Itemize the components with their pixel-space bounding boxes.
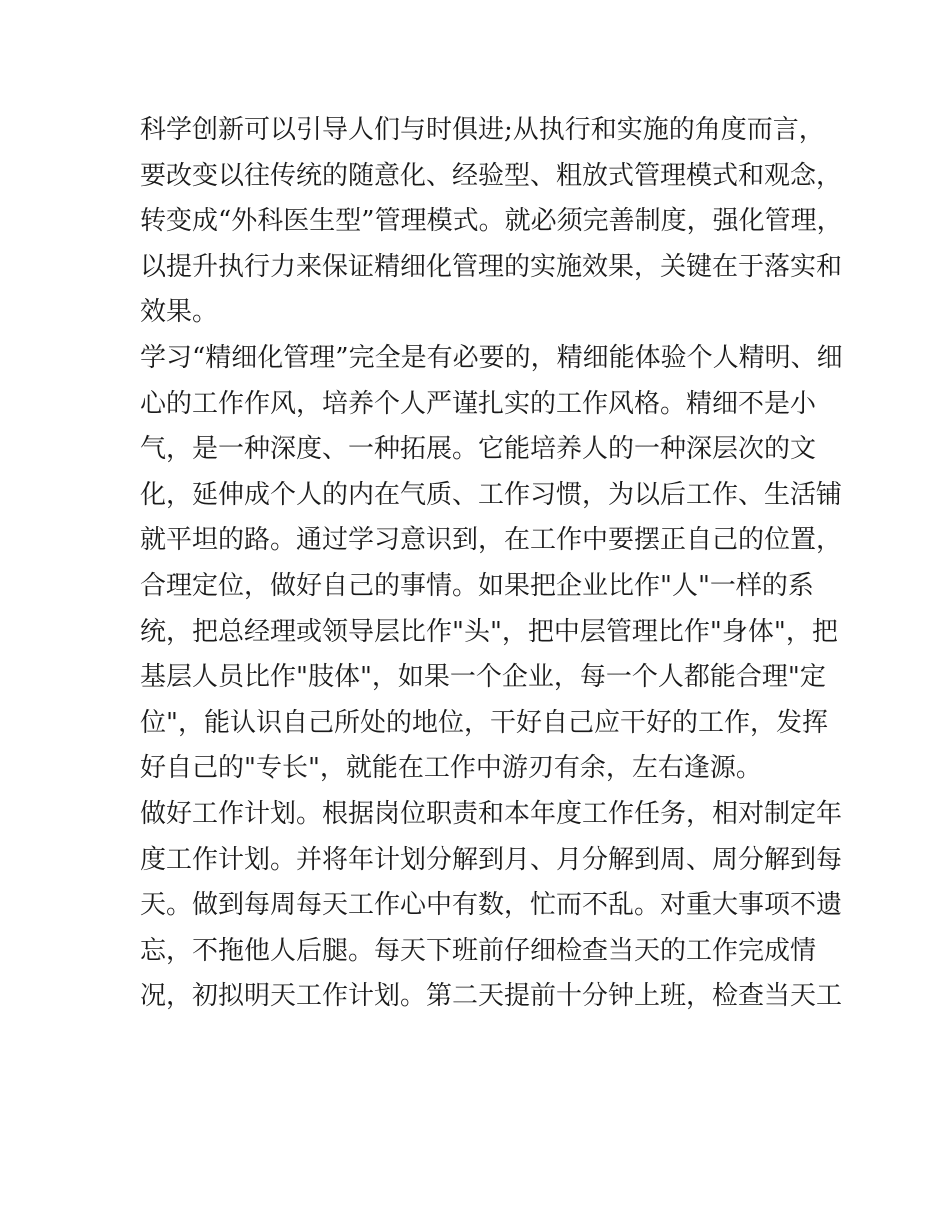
text-line: 转变成“外科医生型”管理模式。就必须完善制度，强化管理， bbox=[140, 206, 843, 237]
text-line: 合理定位，做好自己的事情。如果把企业比作"人"一样的系 bbox=[140, 570, 814, 601]
text-line: 好自己的"专长"，就能在工作中游刃有余，左右逢源。 bbox=[140, 753, 762, 784]
text-line: 效果。 bbox=[140, 297, 219, 328]
text-line: 以提升执行力来保证精细化管理的实施效果，关键在于落实和 bbox=[140, 251, 843, 282]
text-line: 位"，能认识自己所处的地位，干好自己应干好的工作，发挥 bbox=[140, 707, 828, 738]
text-line: 学习“精细化管理”完全是有必要的，精细能体验个人精明、细 bbox=[140, 342, 843, 373]
text-line: 况，初拟明天工作计划。第二天提前十分钟上班，检查当天工 bbox=[140, 981, 843, 1012]
text-line: 做好工作计划。根据岗位职责和本年度工作任务，相对制定年 bbox=[140, 798, 843, 829]
text-line: 天。做到每周每天工作心中有数，忙而不乱。对重大事项不遗 bbox=[140, 890, 843, 921]
text-line: 统，把总经理或领导层比作"头"，把中层管理比作"身体"，把 bbox=[140, 616, 838, 647]
text-line: 度工作计划。并将年计划分解到月、月分解到周、周分解到每 bbox=[140, 844, 843, 875]
text-line: 忘，不拖他人后腿。每天下班前仔细检查当天的工作完成情 bbox=[140, 935, 817, 966]
text-line: 气，是一种深度、一种拓展。它能培养人的一种深层次的文 bbox=[140, 434, 817, 465]
text-line: 心的工作作风，培养个人严谨扎实的工作风格。精细不是小 bbox=[140, 388, 817, 419]
text-line: 科学创新可以引导人们与时俱进;从执行和实施的角度而言， bbox=[140, 115, 825, 145]
text-line: 要改变以往传统的随意化、经验型、粗放式管理模式和观念， bbox=[140, 160, 843, 191]
text-line: 化，延伸成个人的内在气质、工作习惯，为以后工作、生活铺 bbox=[140, 479, 843, 510]
text-line: 基层人员比作"肢体"，如果一个企业，每一个人都能合理"定 bbox=[140, 662, 826, 693]
body-text bbox=[140, 108, 843, 1020]
text-line: 就平坦的路。通过学习意识到，在工作中要摆正自己的位置， bbox=[140, 525, 843, 556]
